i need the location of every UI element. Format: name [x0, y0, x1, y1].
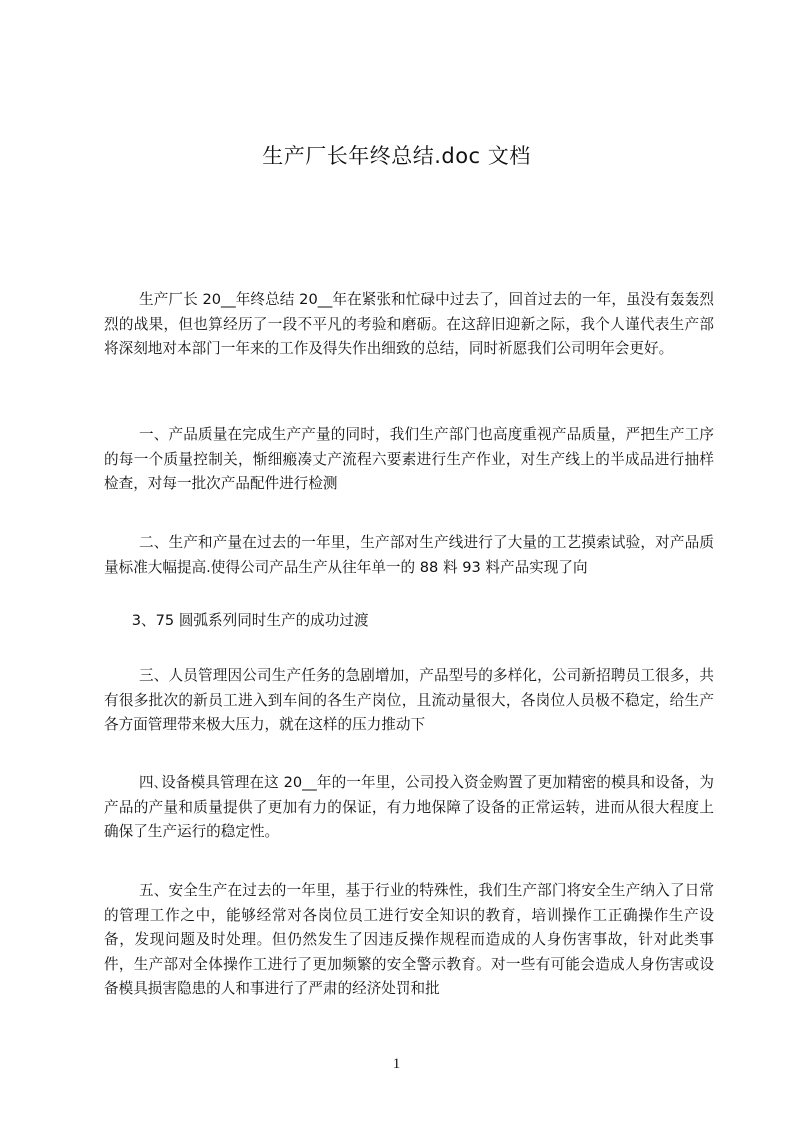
production-paragraph: 二、生产和产量在过去的一年里，生产部对生产线进行了大量的工艺摸索试验，对产品质量标准大幅提高.使得公司产品生产从往年单一的 88 料 93 料产品实现了向: [104, 534, 714, 576]
document-title: 生产厂长年终总结.doc 文档: [262, 144, 531, 168]
transition-paragraph: 3、75 圆弧系列同时生产的成功过渡: [131, 612, 369, 629]
page-number: 1: [392, 1056, 401, 1072]
intro-paragraph: 生产厂长 20__年终总结 20__年在紧张和忙碌中过去了，回首过去的一年，虽没有轰轰烈烈的战果，但也算经历了一段不平凡的考验和磨砺。在这辞旧迎新之际，我个人谨代表生产部将深刻地对本部门一年来的工作及得失作出细致的总结，同时祈愿我们公司明年会更好。: [104, 291, 714, 357]
equipment-paragraph: 四､设备模具管理在这 20__年的一年里，公司投入资金购置了更加精密的模具和设备，为产品的产量和质量提供了更加有力的保证，有力地保障了设备的正常运转，进而从很大程度上确保了生产运行的稳定性。: [104, 774, 714, 840]
safety-paragraph: 五、安全生产在过去的一年里，基于行业的特殊性，我们生产部门将安全生产纳入了日常的管理工作之中，能够经常对各岗位员工进行安全知识的教育，培训操作工正确操作生产设备，发现问题及时处理。但仍然发生了因违反操作规程而造成的人身伤害事故，针对此类事件，生产部对全体操作工进行了更加频繁的安全警示教育。对一些有可能会造成人身伤害或设备模具损害隐患的人和事进行了严肃的经济处罚和批: [104, 882, 714, 997]
quality-paragraph: 一、产品质量在完成生产产量的同时，我们生产部门也高度重视产品质量，严把生产工序的每一个质量控制关，惭细瘢凑丈产流程六要素进行生产作业，对生产线上的半成品进行抽样检查，对每一批次产品配件进行检测: [104, 426, 714, 492]
personnel-paragraph: 三、人员管理因公司生产任务的急剧增加，产品型号的多样化，公司新招聘员工很多，共有很多批次的新员工进入到车间的各生产岗位，且流动量很大，各岗位人员极不稳定，给生产各方面管理带来极大压力，就在这样的压力推动下: [104, 667, 714, 733]
